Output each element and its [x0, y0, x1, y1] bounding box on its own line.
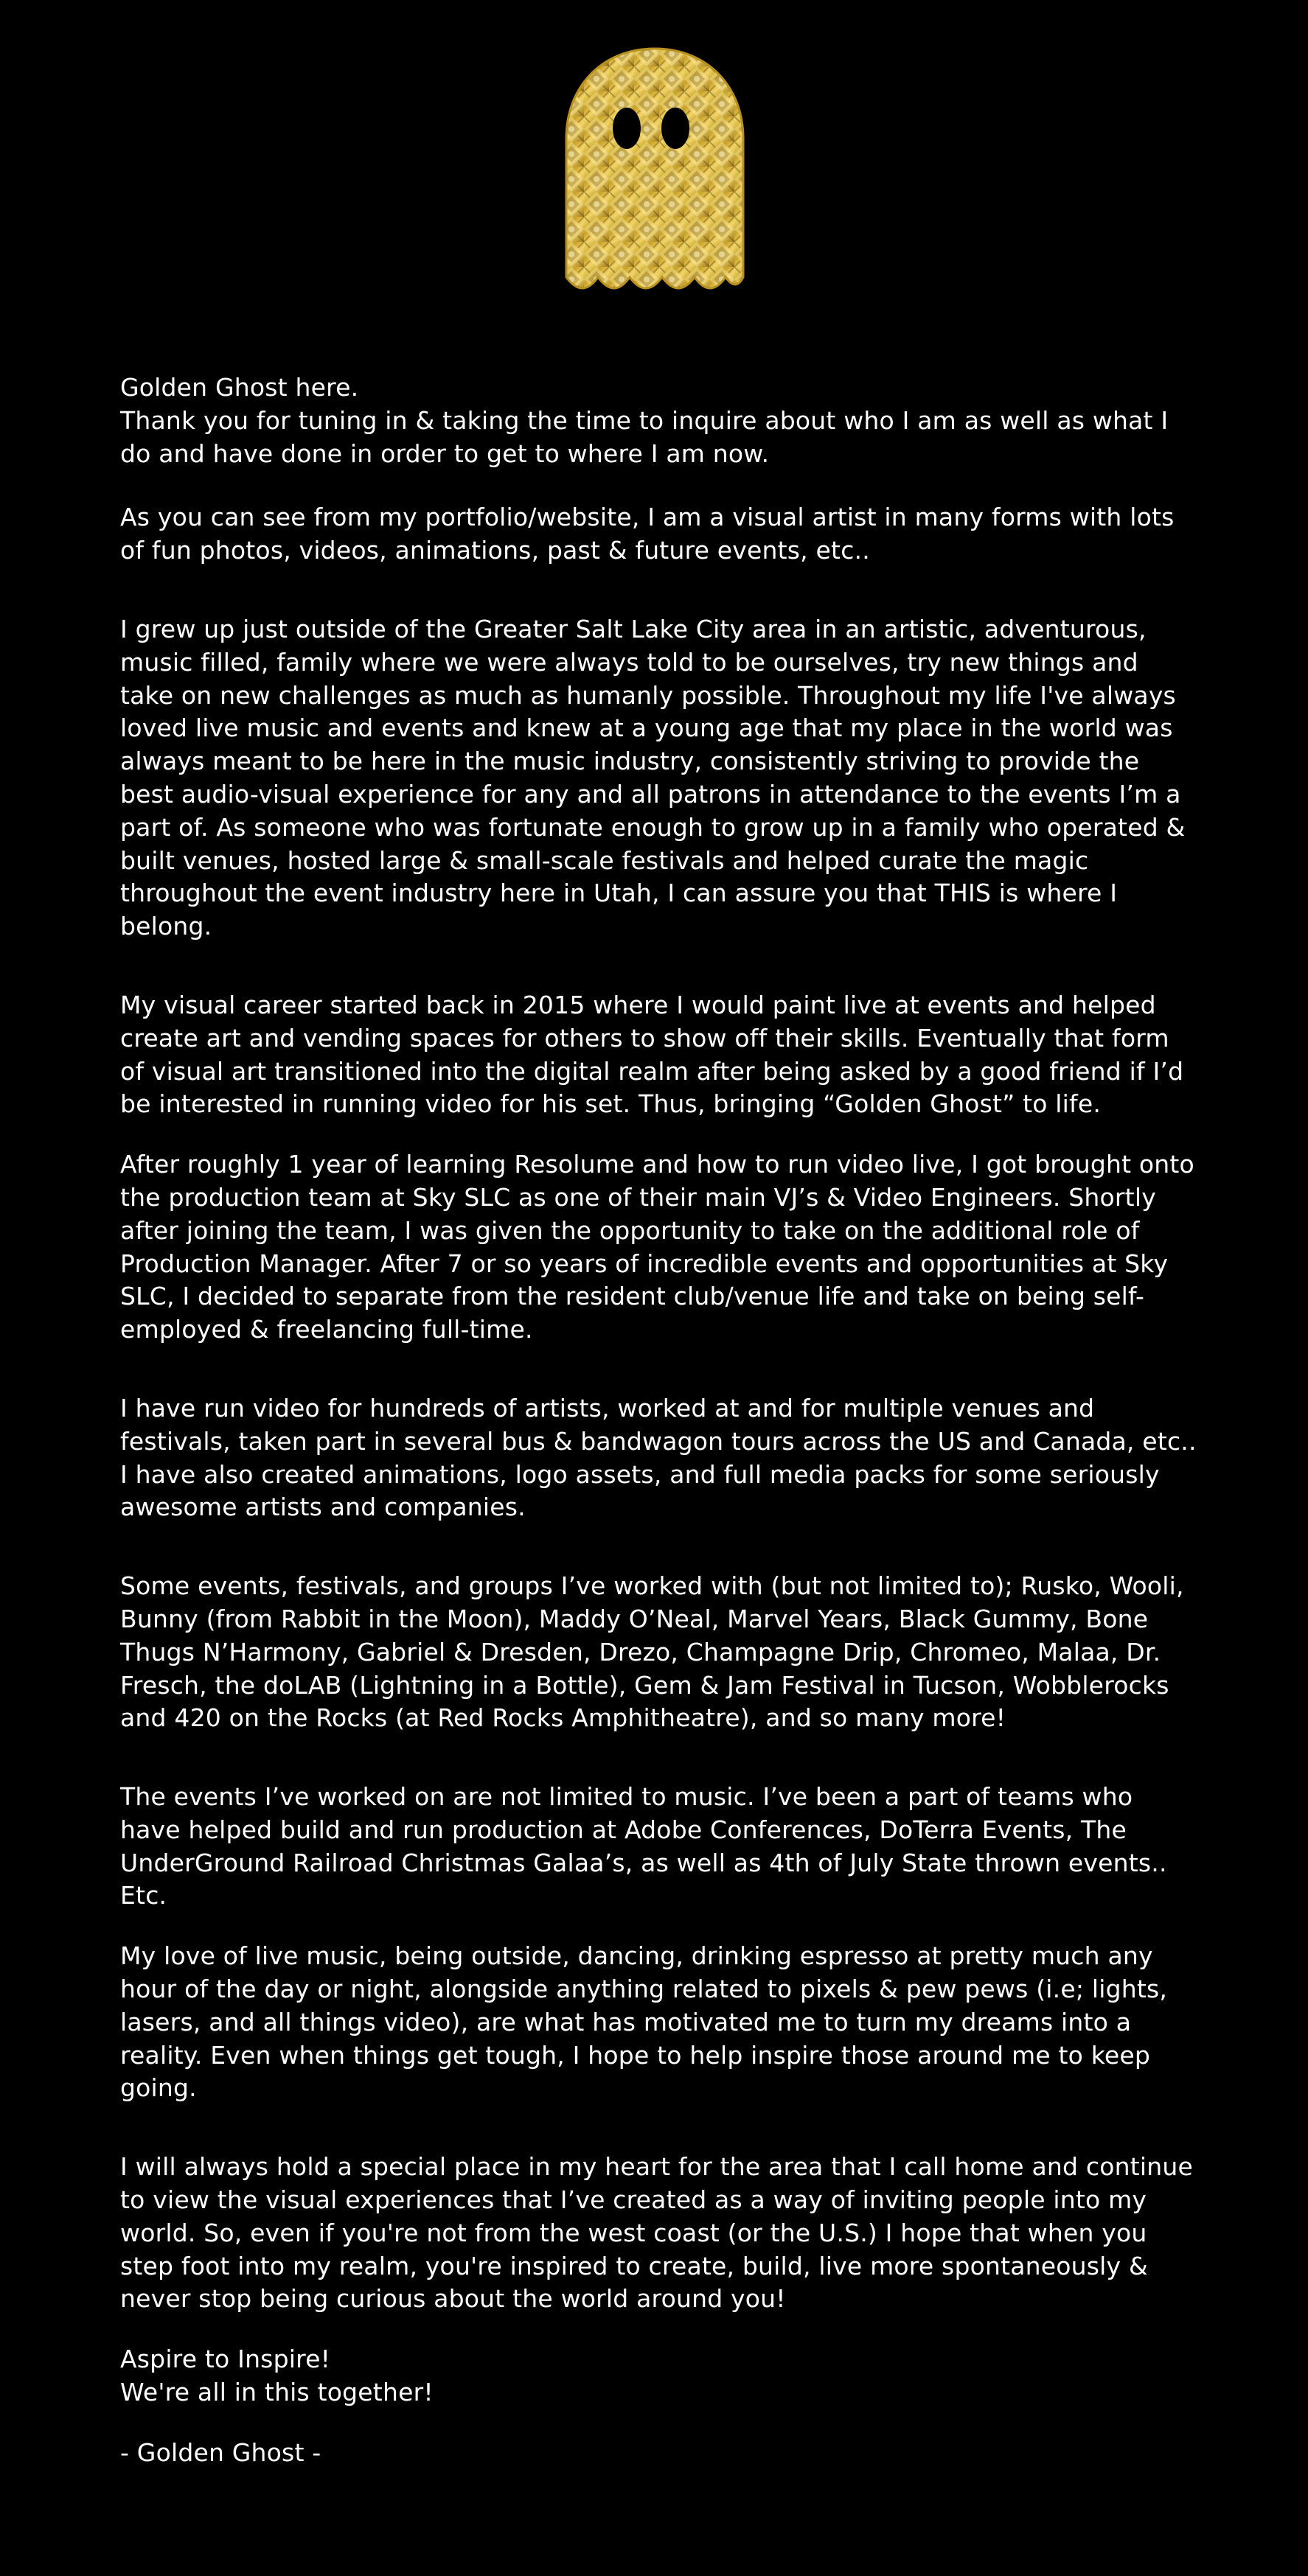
bio-portfolio: As you can see from my portfolio/website, I am a visual artist in many forms with lots of fun photos, videos, animations, past & future events, etc..: [120, 503, 1175, 565]
bio-collaborators: Some events, festivals, and groups I’ve worked with (but not limited to); Rusko, Wooli, Bunny (from Rabbit in the Moon), Maddy O’Neal, Marvel Years, Black Gummy, Bone Thugs N’Harmony, Gabriel & Dresden, Drezo, Champagne Drip, Chromeo, Malaa, Dr. Fresch, the doLAB (Lightning in a Bottle), Gem & Jam Festival in Tucson, Wobblerocks and 420 on the Rocks (at Red Rocks Amphitheatre), and so many more!: [120, 1571, 1184, 1733]
bio-sky-slc: After roughly 1 year of learning Resolume and how to run video live, I got brought onto the production team at Sky SLC as one of their main VJ’s & Video Engineers. Shortly after joining the team, I was given the opportunity to take on the additional role of Production Manager. After 7 or so years of incredible events and opportunities at Sky SLC, I decided to separate from the resident club/venue life and take on being self-employed & freelancing full-time.: [120, 1150, 1194, 1344]
bio-career-start: My visual career started back in 2015 where I would paint live at events and helped create art and vending spaces for others to show off their skills. Eventually that form of visual art transitioned into the digital realm after being asked by a good friend if I’d be interested in running video for his set. Thus, bringing “Golden Ghost” to life.: [120, 990, 1184, 1119]
bio-experience: I have run video for hundreds of artists, worked at and for multiple venues and festivals, taken part in several bus & bandwagon tours across the US and Canada, etc.. I have also created animations, logo assets, and full media packs for some seriously awesome artists and companies.: [120, 1393, 1197, 1522]
ghost-right-eye: [661, 108, 689, 149]
signature: - Golden Ghost -: [120, 2437, 321, 2467]
bio-home: I will always hold a special place in my heart for the area that I call home and continue to view the visual experiences that I’ve created as a way of inviting people into my world. So, even if you're not from the west coast (or the U.S.) I hope that when you step foot into my realm, you're inspired to create, build, live more spontaneously & never stop being curious about the world around you!: [120, 2152, 1193, 2314]
ghost-left-eye: [613, 108, 641, 149]
bio-intro: Golden Ghost here. Thank you for tuning in & taking the time to inquire about who I am as well as what I do and have done in order to get to where I am now.: [120, 373, 1169, 468]
bio-text: [120, 371, 1197, 2470]
bio-motivation: My love of live music, being outside, dancing, drinking espresso at pretty much any hour of the day or night, alongside anything related to pixels & pew pews (i.e; lights, lasers, and all things video), are what has motivated me to turn my dreams into a reality. Even when things get tough, I hope to help inspire those around me to keep going.: [120, 1941, 1168, 2103]
ghost-body: [566, 49, 743, 288]
bio-beyond-music: The events I’ve worked on are not limited to music. I’ve been a part of teams who have helped build and run production at Adobe Conferences, DoTerra Events, The UnderGround Railroad Christmas Galaa’s, as well as 4th of July State thrown events.. Etc.: [120, 1782, 1167, 1910]
bio-closing: Aspire to Inspire! We're all in this together!: [120, 2345, 434, 2407]
golden-ghost-logo: [559, 41, 751, 301]
bio-background: I grew up just outside of the Greater Salt Lake City area in an artistic, adventurous, music filled, family where we were always told to be ourselves, try new things and take on new challenges as much as humanly possible. Throughout my life I've always loved live music and events and knew at a young age that my place in the world was always meant to be here in the music industry, consistently striving to provide the best audio-visual experience for any and all patrons in attendance to the events I’m a part of. As someone who was fortunate enough to grow up in a family who operated & built venues, hosted large & small-scale festivals and helped curate the magic throughout the event industry here in Utah, I can assure you that THIS is where I belong.: [120, 614, 1186, 941]
